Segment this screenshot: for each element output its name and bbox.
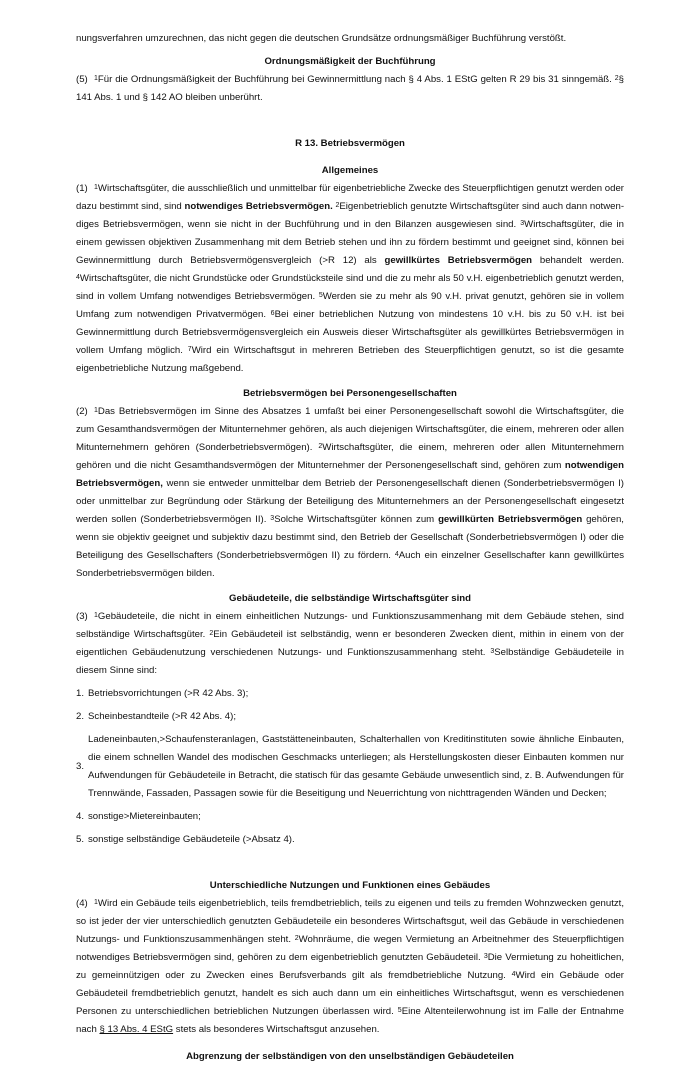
paragraph-number: (3) [76, 611, 88, 622]
paragraph-1: (1) $^1$Wirtschaftsgüter, die ausschließlich und unmittelbar für eigenbetriebliche Zwecke des Steuerpflichtigen genutzt werden oder dazu bestimmt sind, sind notwendiges Betriebsvermögen. $^2$Eigenbetrieblich genutzte Wirtschaftsgüter sind auch dann notwendiges Betriebsvermögen, wenn sie nicht in der Buchführung und in den Bilanzen ausgewiesen sind. $^3$Wirtschaftsgüter, die in einem gewissen objektiven Zusammenhang mit dem Betrieb stehen und ihn zu fördern bestimmt und geeignet sind, können bei Gewinnermittlung durch Betriebsvermögensvergleich (>R 12) als gewillkürtes Betriebsvermögen behandelt werden. $^4$Wirtschaftsgüter, die nicht Grundstücke oder Grundstücksteile sind und die zu mehr als 50 v.H. eigenbetrieblich genutzt werden, sind in vollem Umfang notwendiges Betriebsvermögen. $^5$Werden sie zu mehr als 90 v.H. privat genutzt, gehören sie in vollem Umfang zum notwendigen Privatvermögen. $^6$Bei einer betrieblichen Nutzung von mindestens 10 v.H. bis zu 50 v.H. ist bei Gewinnermittlung durch Betriebsvermögensvergleich ein Ausweis dieser Wirtschaftsgüter als gewillkürtes Betriebsvermögen in vollem Umfang möglich. $^7$Wird ein Wirtschaftsgut in mehreren Betrieben des Steuerpflichtigen genutzt, so ist die gesamte eigenbetriebliche Nutzung maßgebend. [76, 180, 624, 378]
paragraph-number: (2) [76, 406, 88, 417]
heading-gebaeudeteile: Gebäudeteile, die selbständige Wirtschaftsgüter sind [229, 593, 471, 604]
list-item: 3. Ladeneinbauten,>Schaufensteranlagen, Gaststätteneinbauten, Schalterhallen von Kreditinstituten sowie ähnliche Einbauten, die einem schnellen Wandel des modischen Geschmacks unterliegen; als Herstellungskosten dieser Einbauten kommen nur Aufwendungen für Gebäudeteile in Betracht, die statisch für das gesamte Gebäude unwesentlich sind, z. B. Aufwendungen für Trennwände, Fassaden, Passagen sowie für die Beseitigung und Neuerrichtung von nichttragenden Wänden und Decken; [76, 734, 624, 799]
law-link[interactable]: § 13 Abs. 4 EStG [99, 1024, 174, 1035]
heading-personengesellschaften: Betriebsvermögen bei Personengesellschaften [243, 388, 457, 399]
heading-ordnungsmaessigkeit: Ordnungsmäßigkeit der Buchführung [264, 56, 436, 67]
list-item: 4. sonstige>Mietereinbauten; [76, 811, 201, 822]
list-item: 5. sonstige selbständige Gebäudeteile (>Absatz 4). [76, 834, 295, 845]
list-item: 2. Scheinbestandteile (>R 42 Abs. 4); [76, 711, 236, 722]
list-item: 1. Betriebsvorrichtungen (>R 42 Abs. 3); [76, 688, 249, 699]
paragraph-2: (2) $^1$Das Betriebsvermögen im Sinne des Absatzes 1 umfaßt bei einer Personengesellschaft sowohl die Wirtschaftsgüter, die zum Gesamthandsvermögen der Mitunternehmer gehören, als auch diejenigen Wirtschaftsgüter, die einem, mehreren oder allen Mitunternehmern gehören (Sonderbetriebsvermögen). $^2$Wirtschaftsgüter, die einem, mehreren oder allen Mitunternehmern gehören und die nicht Gesamthandsvermögen der Mitunternehmer der Personengesellschaft sind, gehören zum notwendigen Betriebsvermögen, wenn sie entweder unmittelbar dem Betrieb der Personengesellschaft dienen (Sonderbetriebsvermögen I) oder unmittelbar zur Begründung oder Stärkung der Beteiligung des Mitunternehmers an der Personengesellschaft eingesetzt werden sollen (Sonderbetriebsvermögen II). $^3$Solche Wirtschaftsgüter können zum gewillkürten Betriebsvermögen gehören, wenn sie objektiv geeignet und subjektiv dazu bestimmt sind, den Betrieb der Gesellschaft (Sonderbetriebsvermögen I) oder die Beteiligung des Gesellschafters (Sonderbetriebsvermögen II) zu fördern. $^4$Auch ein einzelner Gesellschafter kann gewillkürtes Sonderbetriebsvermögen bilden. [76, 403, 624, 583]
gebaeudeteile-list [76, 685, 624, 849]
paragraph-4: (4) $^1$Wird ein Gebäude teils eigenbetrieblich, teils fremdbetrieblich, teils zu eigenen und teils zu fremden Wohnzwecken genutzt, so ist jeder der vier unterschiedlich genutzten Gebäudeteile ein besonderes Wirtschaftsgut, weil das Gebäude in verschiedenen Nutzungs- und Funktionszusammenhängen steht. $^2$Wohnräume, die wegen Vermietung an Arbeitnehmer des Steuerpflichtigen notwendiges Betriebsvermögen sind, gehören zu dem eigenbetrieblich genutzten Gebäudeteil. $^3$Die Vermietung zu hoheitlichen, zu gemeinnützigen oder zu Zwecken eines Berufsverbands gilt als fremdbetriebliche Nutzung. $^4$Wird ein Gebäude oder Gebäudeteil fremdbetrieblich genutzt, handelt es sich auch dann um ein einheitliches Wirtschaftsgut, wenn es verschiedenen Personen zu unterschiedlichen betrieblichen Nutzungen überlassen wird. $^5$Eine Altenteilerwohnung ist im Falle der Entnahme nach § 13 Abs. 4 EStG stets als besonderes Wirtschaftsgut anzusehen. [76, 895, 624, 1039]
paragraph-number: (5) [76, 74, 88, 85]
heading-allgemeines: Allgemeines [321, 165, 379, 176]
intro-line: nungsverfahren umzurechnen, das nicht gegen die deutschen Grundsätze ordnungsmäßiger Buchführung verstößt. [76, 33, 567, 44]
heading-nutzungen: Unterschiedliche Nutzungen und Funktionen eines Gebäudes [209, 880, 491, 891]
paragraph-number: (1) [76, 183, 88, 194]
paragraph-5: (5) $^1$Für die Ordnungsmäßigkeit der Buchführung bei Gewinnermittlung nach § 4 Abs. 1 EStG gelten R 29 bis 31 sinngemäß. $^2$§ 141 Abs. 1 und § 142 AO bleiben unberührt. [76, 71, 624, 107]
paragraph-number: (4) [76, 898, 88, 909]
paragraph-3: (3) $^1$Gebäudeteile, die nicht in einem einheitlichen Nutzungs- und Funktionszusammenhang mit dem Gebäude stehen, sind selbständige Wirtschaftsgüter. $^2$Ein Gebäudeteil ist selbständig, wenn er besonderen Zwecken dient, mithin in einem von der eigentlichen Gebäudenutzung verschiedenen Nutzungs- und Funktionszusammenhang steht. $^3$Selbständige Gebäudeteile in diesem Sinne sind: [76, 608, 624, 680]
heading-r13: R 13. Betriebsvermögen [295, 138, 405, 149]
heading-abgrenzung: Abgrenzung der selbständigen von den unselbständigen Gebäudeteilen [186, 1051, 514, 1062]
